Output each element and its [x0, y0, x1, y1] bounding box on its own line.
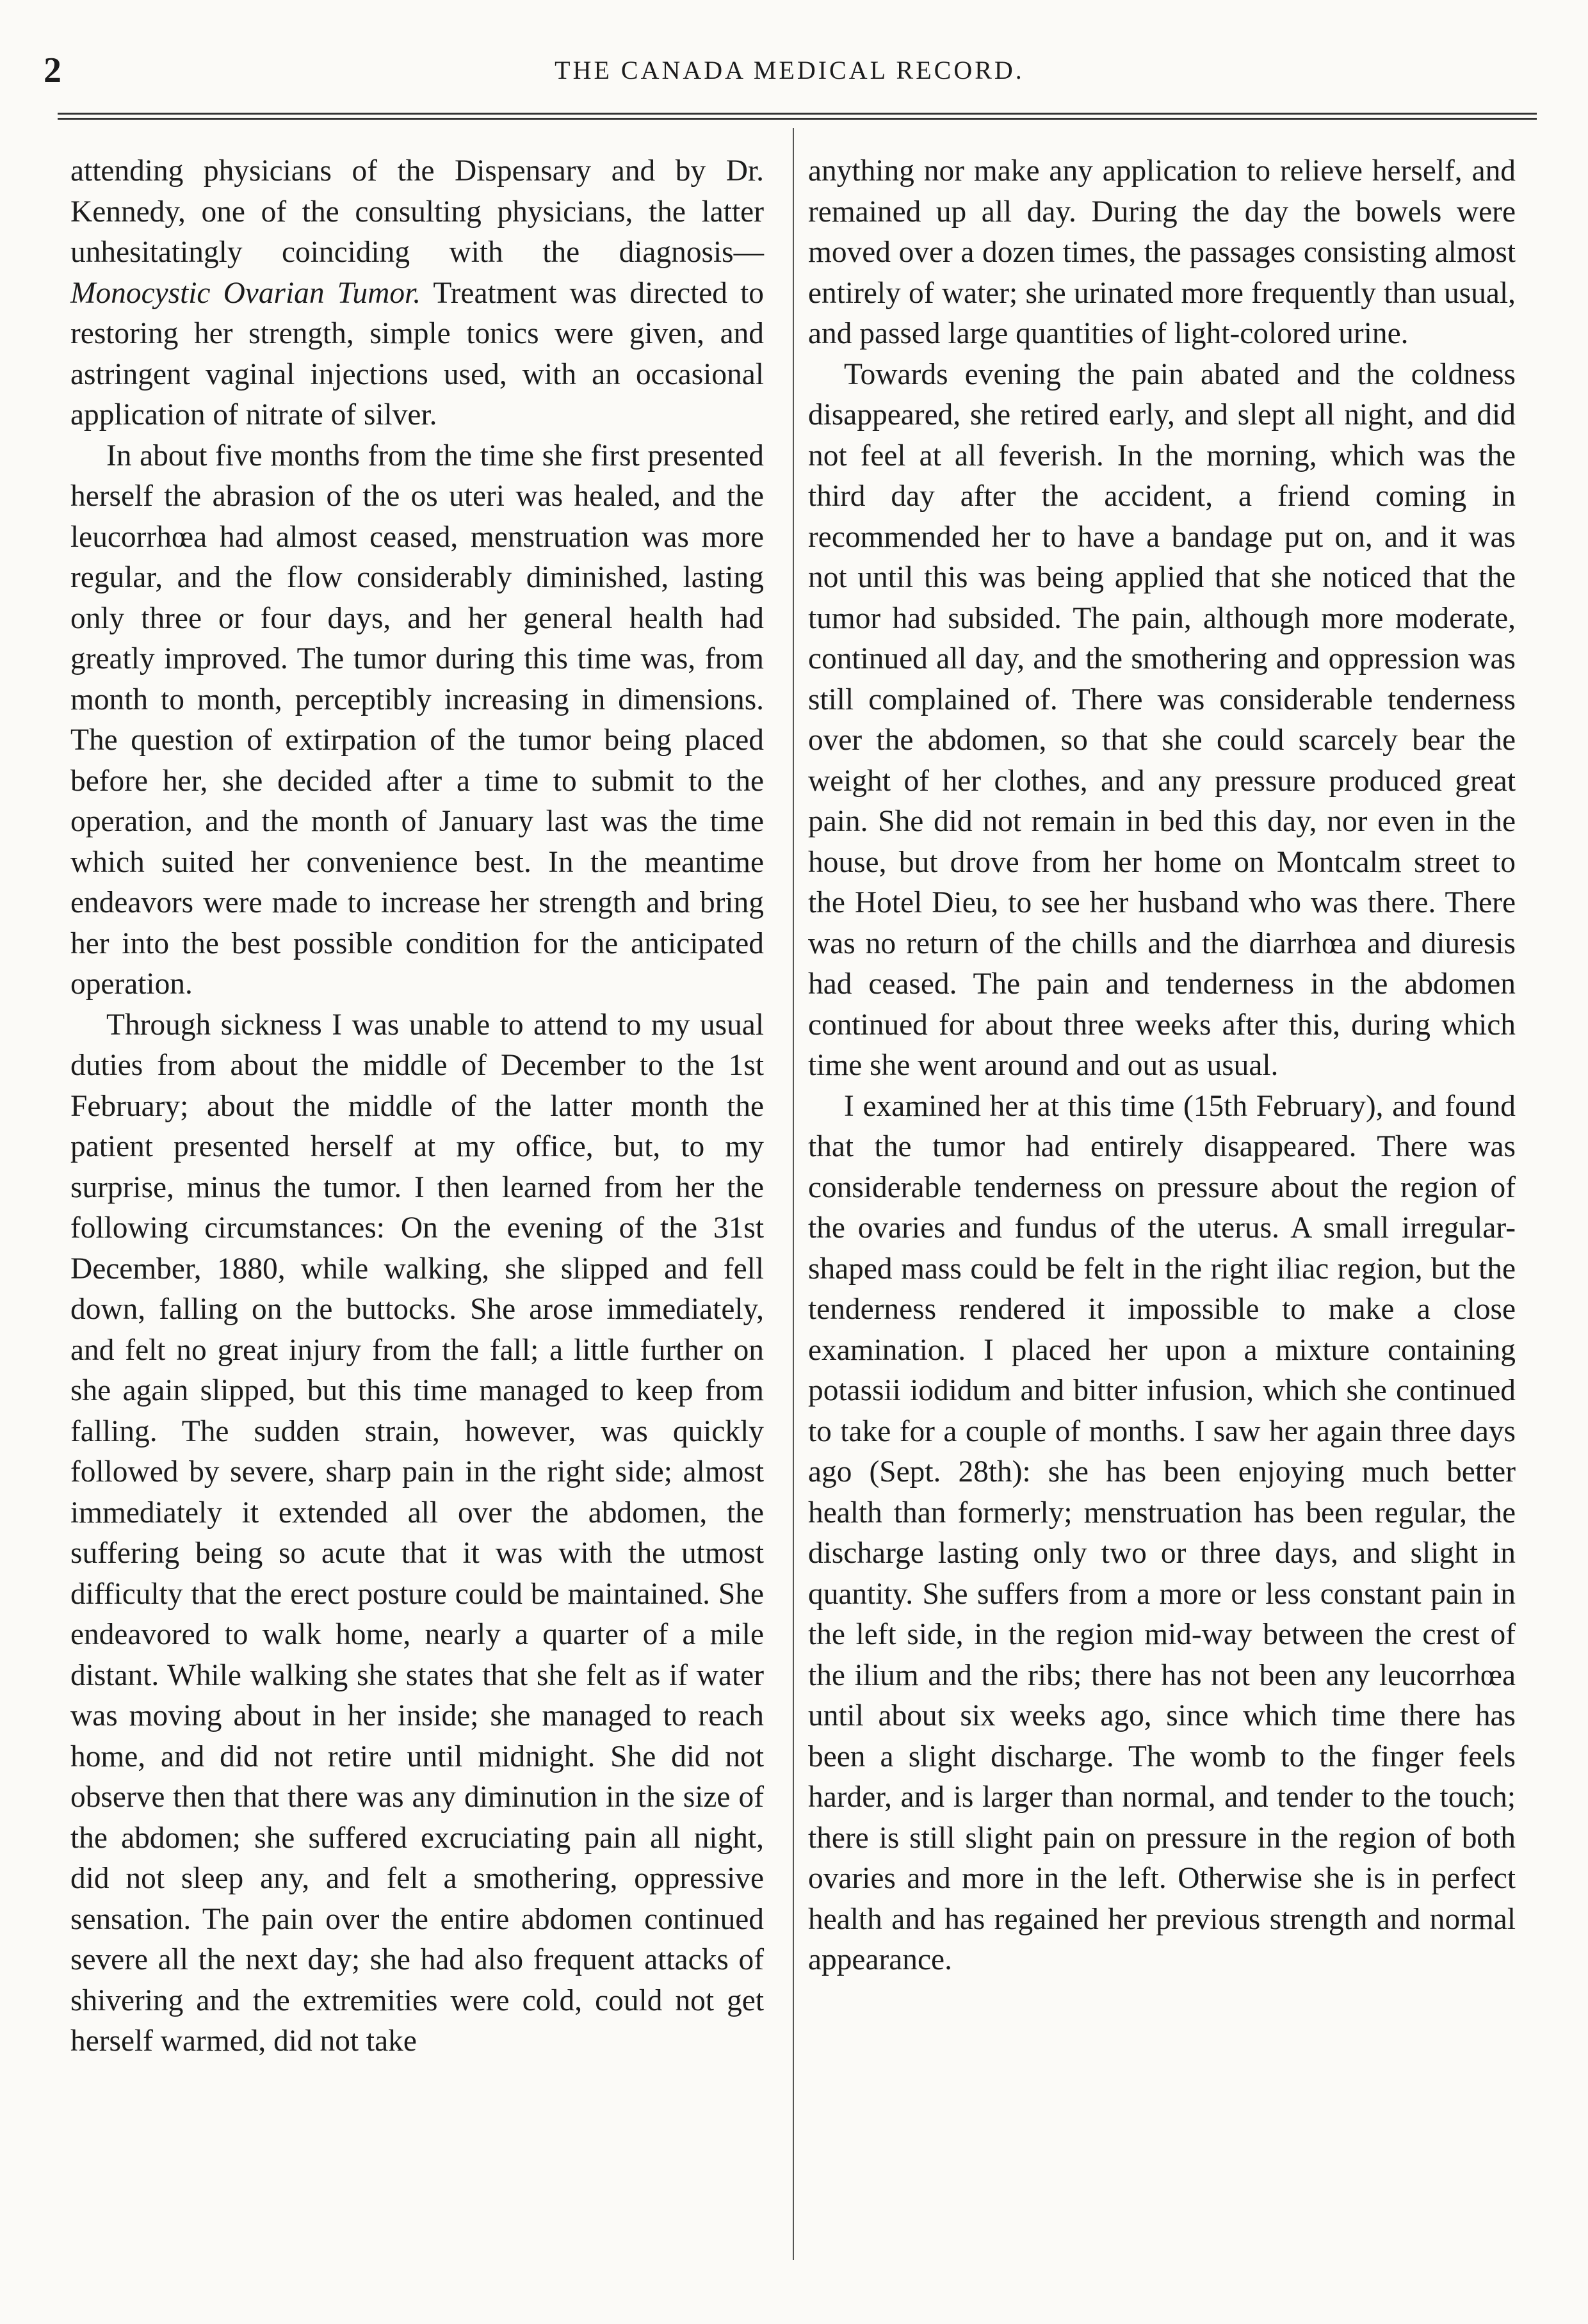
page-number: 2	[44, 51, 61, 90]
left-column	[70, 151, 764, 2062]
header-rule-top	[58, 113, 1537, 115]
right-column	[808, 151, 1516, 1981]
paragraph-text: Treatment was directed to restoring her strength, simple tonics were given, and astringent vaginal injections used, with an occasional application of nitrate of silver.	[70, 276, 765, 432]
paragraph: Through sickness I was unable to attend to my usual duties from about the middle of December to the 1st February; about the middle of the latter month the patient presented herself at my office, but, to my surprise, minus the tumor. I then learned from her the following circumstances: On the evening of the 31st December, 1880, while walking, she slipped and fell down, falling on the buttocks. She arose immediately, and felt no great injury from the fall; a little further on she again slipped, but this time managed to keep from falling. The sudden strain, however, was quickly followed by severe, sharp pain in the right side; almost immediately it extended all over the abdomen, the suffering being so acute that it was with the utmost difficulty that the erect posture could be maintained. She endeavored to walk home, nearly a quarter of a mile distant. While walking she states that she felt as if water was moving about in her inside; she managed to reach home, and did not retire until midnight. She did not observe then that there was any diminution in the size of the abdomen; she suffered excruciating pain all night, did not sleep any, and felt a smothering, oppressive sensation. The pain over the entire abdomen continued severe all the next day; she had also frequent attacks of shivering and the extremities were cold, could not get herself warmed, did not take	[70, 1008, 764, 2058]
paragraph: I examined her at this time (15th February), and found that the tumor had entirely disappeared. There was considerable tenderness on pressure about the region of the ovaries and fundus of the uterus. A small irregular-shaped mass could be felt in the right iliac region, but the tenderness rendered it impossible to make a close examination. I placed her upon a mixture containing potassii iodidum and bitter infusion, which she continued to take for a couple of months. I saw her again three days ago (Sept. 28th): she has been enjoying much better health than formerly; menstruation has been regular, the discharge lasting only two or three days, and slight in quantity. She suffers from a more or less constant pain in the left side, in the region mid-way between the crest of the ilium and the ribs; there has not been any leucorrhœa until about six weeks ago, since which time there has been a slight discharge. The womb to the finger feels harder, and is larger than normal, and tender to the touch; there is still slight pain on pressure in the region of both ovaries and more in the left. Otherwise she is in perfect health and has regained her previous strength and normal appearance.	[808, 1089, 1516, 1976]
running-header	[44, 45, 1535, 96]
paragraph-continuation	[70, 151, 764, 436]
paragraph-text: attending physicians of the Dispensary and by Dr. Kennedy, one of the consulting physicians, the latter unhesitatingly coinciding with the diagnosis—	[70, 154, 764, 269]
paragraph: In about five months from the time she first presented herself the abrasion of the os uteri was healed, and the leucorrhœa had almost ceased, menstruation was more regular, and the flow considerably diminished, lasting only three or four days, and her general health had greatly improved. The tumor during this time was, from month to month, perceptibly increasing in dimensions. The question of extirpation of the tumor being placed before her, she decided after a time to submit to the operation, and the month of January last was the time which suited her convenience best. In the meantime endeavors were made to increase her strength and bring her into the best possible condition for the anticipated operation.	[70, 439, 764, 1001]
paragraph: Towards evening the pain abated and the coldness disappeared, she retired early, and slept all night, and did not feel at all feverish. In the morning, which was the third day after the accident, a friend coming in recommended her to have a bandage put on, and it was not until this was being applied that she noticed that the tumor had subsided. The pain, although more moderate, continued all day, and the smothering and oppression was still complained of. There was considerable tenderness over the abdomen, so that she could scarcely bear the weight of her clothes, and any pressure produced great pain. She did not remain in bed this day, nor even in the house, but drove from her home on Montcalm street to the Hotel Dieu, to see her husband who was there. There was no return of the chills and the diarrhœa and diuresis had ceased. The pain and tenderness in the abdomen continued for about three weeks after this, during which time she went around and out as usual.	[808, 357, 1516, 1082]
header-rule-bottom	[58, 118, 1537, 120]
diagnosis-italic: Monocystic Ovarian Tumor.	[70, 276, 421, 310]
journal-title: THE CANADA MEDICAL RECORD.	[555, 56, 1025, 85]
paragraph-continuation: anything nor make any application to relieve herself, and remained up all day. During the day the bowels were moved over a dozen times, the passages consisting almost entirely of water; she urinated more frequently than usual, and passed large quantities of light-colored urine.	[808, 154, 1516, 350]
column-divider	[793, 128, 794, 2260]
